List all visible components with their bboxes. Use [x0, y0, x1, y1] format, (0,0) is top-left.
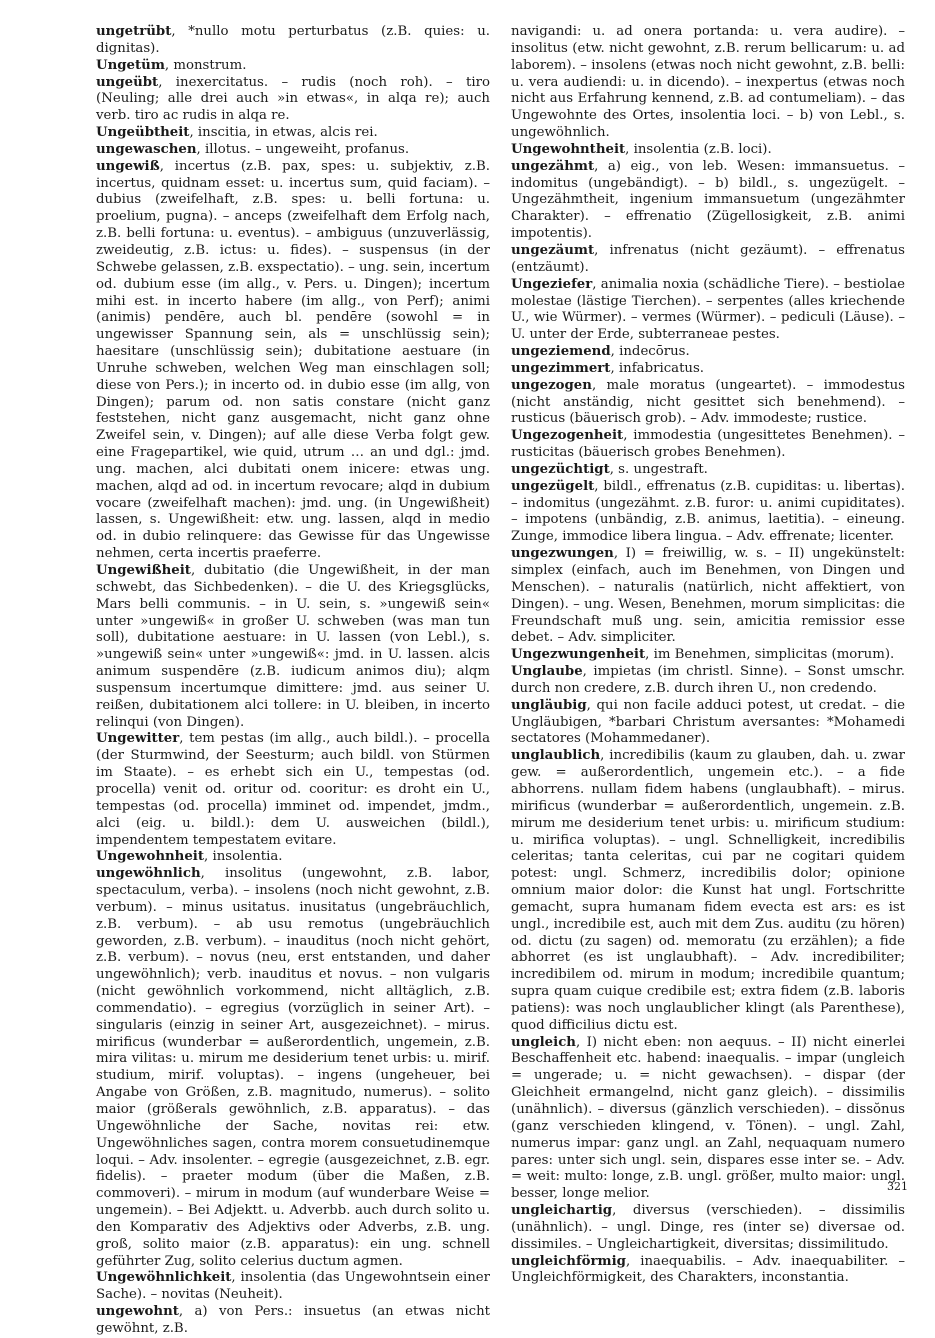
- dictionary-entry: [511, 378, 905, 429]
- entry-body: navigandi: u. ad onera portanda: u. vera audire). – insolitus (etw. nicht gewohnt, z.B. rerum bellicarum: u. ad laborem). – insolens (etwas noch nicht gewohnt, z.B. belli: u. vera audiendi: u. in dicendo). – inexpertus (etwas noch nicht aus Erfahrung kennend, z.B. ad contumeliam). – das Ungewohnte des Ortes, insolentia loci. – b) von Lebl., s. ungewöhnlich.: [511, 24, 905, 141]
- entry-body: , infabricatus.: [610, 360, 705, 376]
- entry-body: , inscitia, in etwas, alcis rei.: [189, 125, 378, 141]
- entry-body: , male moratus (ungeartet). – immodestus (nicht anständig, nicht gesittet sich benehmend). – rusticus (bäuerisch grob). – Adv. immodeste; rustice.: [511, 377, 905, 427]
- entry-body: , inexercitatus. – rudis (noch roh). – tiro (Neuling; alle drei auch »in etwas«, in alqa re); auch verb. tiro ac rudis in alqa re.: [96, 74, 490, 124]
- entry-headword: ungleichartig: [511, 1203, 613, 1219]
- dictionary-entry: [511, 698, 905, 749]
- right-column: [511, 24, 905, 1287]
- entry-body: , insolentia.: [204, 849, 283, 865]
- dictionary-entry: [511, 361, 905, 378]
- entry-headword: ungewohnt: [96, 1304, 179, 1320]
- entry-body: , indecōrus.: [610, 344, 690, 360]
- left-column: [96, 24, 490, 1338]
- entry-headword: Unglaube: [511, 664, 583, 680]
- entry-headword: ungezwungen: [511, 546, 614, 562]
- entry-headword: Ungewißheit: [96, 563, 191, 578]
- entry-headword: ungeziemend: [511, 344, 611, 360]
- dictionary-entry: [96, 75, 490, 126]
- dictionary-entry: [511, 647, 905, 664]
- entry-headword: Ungewohnheit: [96, 849, 204, 865]
- entry-body: , *nullo motu perturbatus (z.B. quies: u. dignitas).: [96, 24, 490, 56]
- dictionary-entry: [511, 159, 905, 243]
- entry-body: , I) = freiwillig, w. s. – II) ungekünstelt: simplex (einfach, auch im Benehmen, von Dingen und Menschen). – naturalis (natürlich, nicht affektiert, von Dingen). – ung. Wesen, Benehmen, morum simplicitas: die Freundschaft muß ung. sein, amicitia remissior esse debet. – Adv. simpliciter.: [511, 546, 905, 646]
- entry-body: , qui non facile adduci potest, ut credat. – die Ungläubigen, *barbari Christum aversantes: *Mohamedi sectatores (Mohammedaner).: [511, 697, 905, 747]
- entry-headword: Ungewohntheit: [511, 141, 626, 157]
- entry-headword: Ungetüm: [96, 57, 165, 73]
- dictionary-entry: [96, 1270, 490, 1304]
- entry-headword: ungleich: [511, 1034, 576, 1050]
- entry-headword: Ungezogenheit: [511, 428, 624, 444]
- entry-body: , infrenatus (nicht gezäumt). – effrenatus (entzäumt).: [511, 242, 905, 275]
- entry-body: , animalia noxia (schädliche Tiere). – bestiolae molestae (lästige Tierchen). – serpentes (alles kriechende U., wie Würmer). – vermes (Würmer). – pediculi (Läuse). – U. unter der Erde, subterraneae pestes.: [511, 276, 905, 343]
- dictionary-entry: [511, 479, 905, 546]
- entry-body: , diversus (verschieden). – dissimilis (unähnlich). – ungl. Dinge, res (inter se) diversae od. dissimiles. – Ungleichartigkeit, diversitas; dissimilitudo.: [511, 1203, 905, 1252]
- dictionary-entry: [511, 243, 905, 277]
- entry-body: , immodestia (ungesittetes Benehmen). – rusticitas (bäuerisch grobes Benehmen).: [511, 428, 905, 461]
- entry-headword: ungetrübt: [96, 24, 172, 39]
- dictionary-entry: [511, 462, 905, 479]
- dictionary-entry: [96, 142, 490, 159]
- page-number: 321: [887, 1180, 908, 1193]
- entry-body: , inaequabilis. – Adv. inaequabiliter. – Ungleichförmigkeit, des Charakters, inconstantia.: [511, 1253, 905, 1286]
- dictionary-entry: [511, 344, 905, 361]
- entry-headword: ungewiß: [96, 158, 160, 174]
- entry-headword: Ungewitter: [96, 731, 180, 747]
- entry-body: , incertus (z.B. pax, spes: u. subjektiv, z.B. incertus, quidnam esset: u. incertus sum, quid faciam). – dubius (zweifelhaft, z.B. spes: u. belli fortuna: u. proelium, pugna). – anceps (zweifelhaft dem Erfolg nach, z.B. belli fortuna: u. eventus). – ambiguus (unzuverlässig, zweideutig, z.B. ictus: u. fides). – suspensus (in der Schwebe gelassen, z.B. exspectatio). – ung. sein, incertum od. dubium esse (im allg., v. Pers. u. Dingen); incertum mihi est. in incerto habere (im allg., von Perf); animi (animis) pendēre, auch bl. pendēre (sowohl = in ungewisser Spannung sein, als = unschlüssig sein); haesitare (unschlüssig sein); dubitatione aestuare (in Unruhe schweben, welchen Weg man einschlagen soll; diese von Pers.); in incerto od. in dubio esse (im allg, von Dingen); parum od. non satis constare (nicht ganz feststehen, nicht ganz ausgemacht, nicht ganz ohne Zweifel sein, v. Dingen); auf alle diese Verba folgt gew. eine Fragepartikel, wie quid, utrum … an und dgl.: jmd. ung. machen, alci dubitati onem inicere: etwas ung. machen, alqd ad od. in incertum revocare; alqd in dubium vocare (zweifelhaft machen): jmd. ung. (in Ungewißheit) lassen, s. Ungewißheit: etw. ung. lassen, alqd in medio od. in dubio relinquere: das Gewisse für das Ungewisse nehmen, certa incertis praeferre.: [96, 158, 490, 562]
- dictionary-entry: [96, 125, 490, 142]
- entry-headword: ungewöhnlich: [96, 866, 201, 882]
- dictionary-entry: [511, 1254, 905, 1288]
- dictionary-entry: [96, 159, 490, 563]
- entry-body: , insolitus (ungewohnt, z.B. labor, spectaculum, verba). – insolens (noch nicht gewohnt, z.B. verbum). – minus usitatus. inusitatus (ungebräuchlich, z.B. verbum). – ab usu remotus (ungebräuchlich geworden, z.B. verbum). – inauditus (noch nicht gehört, z.B. verbum). – novus (neu, erst entstanden, und daher ungewöhnlich); verb. inauditus et novus. – non vulgaris (nicht gewöhnlich vorkommend, nicht alltäglich, z.B. commendatio). – egregius (vorzüglich in seiner Art). – singularis (einzig in seiner Art, ausgezeichnet). – mirus. mirificus (wunderbar = außerordentlich, ungemein, z.B. mira vilitas: u. mirum me desiderium tenet urbis: u. mirif. studium, mirif. voluptas). – ingens (ungeheuer, bei Angabe von Größen, z.B. magnitudo, numerus). – solito maior (größerals gewöhnlich, z.B. apparatus). – das Ungewöhnliche der Sache, novitas rei: etw. Ungewöhnliches sagen, contra morem consuetudinemque loqui. – Adv. insolenter. – egregie (ausgezeichnet, z.B. egr. fidelis). – praeter modum (über die Maßen, z.B. commoveri). – mirum in modum (auf wunderbare Weise = ungemein). – Bei Adjektt. u. Adverbb. auch durch solito u. den Komparativ des Adjektivs oder Adverbs, z.B. ung. groß, solito maior (z.B. apparatus): ein ung. schnell geführter Zug, solito celerius ductum agmen.: [96, 866, 490, 1269]
- dictionary-entry: [511, 24, 905, 142]
- entry-body: , insolentia (z.B. loci).: [625, 141, 772, 157]
- entry-body: , insolentia (das Ungewohntsein einer Sache). – novitas (Neuheit).: [96, 1270, 490, 1303]
- entry-headword: ungewaschen: [96, 141, 197, 157]
- entry-headword: Ungeübtheit: [96, 125, 190, 141]
- dictionary-entry: [511, 664, 905, 698]
- dictionary-entry: [511, 1203, 905, 1254]
- entry-body: , dubitatio (die Ungewißheit, in der man schwebt, das Sichbedenken). – die U. des Kriegsglücks, Mars belli communis. – in U. sein, s. »ungewiß sein« unter »ungewiß« in großer U. schweben (was man tun soll), dubitatione aestuare: in U. lassen (von Lebl.), s. »ungewiß sein« unter »ungewiß«: jmd. in U. lassen. alcis animum suspendēre (z.B. iudicum animos diu); alqm suspensum incertumque dimittere: jmd. aus seiner U. reißen, dubitationem alci tollere: in U. bleiben, in incerto relinqui (von Dingen).: [96, 563, 490, 730]
- entry-headword: ungezähmt: [511, 158, 595, 174]
- dictionary-entry: [511, 748, 905, 1034]
- entry-headword: ungläubig: [511, 697, 587, 713]
- dictionary-entry: [96, 731, 490, 849]
- entry-body: , a) eig., von leb. Wesen: immansuetus. – indomitus (ungebändigt). – b) bildl., s. ungezügelt. – Ungezähmtheit, ingenium immansuetum (ungezähmter Charakter). – effrenatio (Zügellosigkeit, z.B. animi impotentis).: [511, 158, 905, 242]
- entry-body: , I) nicht eben: non aequus. – II) nicht einerlei Beschaffenheit etc. habend: inaequalis. – impar (ungleich = ungerade; u. = nicht gewachsen). – dispar (der Gleichheit ermangelnd, nicht ganz gleich). – dissimilis (unähnlich). – diversus (gänzlich verschieden). – dissŏnus (ganz verschieden klingend, v. Tönen). – ungl. Zahl, numerus impar: ganz ungl. an Zahl, nequaquam numero pares: unter sich ungl. sein, dispares esse inter se. – Adv. = weit: multo: longe, z.B. ungl. größer, multo maior: ungl. besser, longe melior.: [511, 1034, 905, 1202]
- entry-headword: ungezügelt: [511, 478, 595, 494]
- entry-body: , bildl., effrenatus (z.B. cupiditas: u. libertas). – indomitus (ungezähmt. z.B. furor: u. animi cupiditates). – impotens (unbändig, z.B. animus, laetitia). – eineung. Zunge, immodice libera lingua. – Adv. effrenate; licenter.: [511, 478, 905, 545]
- entry-headword: Ungewöhnlichkeit: [96, 1270, 232, 1286]
- entry-body: , monstrum.: [164, 57, 247, 73]
- dictionary-entry: [96, 1304, 490, 1338]
- dictionary-entry: [511, 428, 905, 462]
- dictionary-entry: [96, 563, 490, 731]
- dictionary-entry: [511, 142, 905, 159]
- dictionary-entry: [511, 546, 905, 647]
- entry-headword: ungeübt: [96, 74, 159, 90]
- entry-headword: Ungezwungenheit: [511, 647, 646, 663]
- entry-body: , incredibilis (kaum zu glauben, dah. u. zwar gew. = außerordentlich, ungemein etc.). – a fide abhorrens. nullam fidem habens (unglaubhaft). – mirus. mirificus (wunderbar = außerordentlich, ungemein. z.B. mirum me desiderium tenet urbis: u. mirificum studium: u. mirifica voluptas). – ungl. Schnelligkeit, incredibilis celeritas; tanta celeritas, cui par ne cogitari quidem potest: ungl. Schmerz, incredibilis dolor; opinione omnium maior dolor: die Kunst hat ungl. Fortschritte gemacht, supra humanam fidem evecta est ars: es ist ungl., incredibile est, auch mit dem Zus. auditu (zu hören) od. dictu (zu sagen) od. memoratu (zu erzählen); a fide abhorret (es ist unglaubhaft). – Adv. incredibiliter; incredibilem od. mirum in modum; incredibile quantum; supra quam cuique credibile est; extra fidem (z.B. laboris patiens): was noch unglaublicher klingt (als Parenthese), quod difficilius dictu est.: [511, 748, 905, 1033]
- dictionary-entry: [511, 1035, 905, 1203]
- entry-body: , im Benehmen, simplicitas (morum).: [645, 647, 895, 663]
- dictionary-entry: [96, 849, 490, 866]
- dictionary-entry: [96, 58, 490, 75]
- entry-headword: unglaublich: [511, 748, 601, 764]
- entry-headword: Ungeziefer: [511, 276, 593, 292]
- dictionary-entry: [511, 277, 905, 344]
- entry-body: , s. ungestraft.: [609, 461, 708, 477]
- entry-headword: ungezogen: [511, 377, 592, 393]
- entry-body: , impietas (im christl. Sinne). – Sonst umschr. durch non credere, z.B. durch ihren U., non credendo.: [511, 664, 905, 696]
- entry-headword: ungezimmert: [511, 360, 611, 376]
- entry-body: , tem pestas (im allg., auch bildl.). – procella (der Sturmwind, der Seesturm; auch bildl. von Stürmen im Staate). – es erhebt sich ein U., tempestas (od. procella) venit od. oritur od. cooritur: es droht ein U., tempestas (od. procella) imminet od. impendet, jmdm., alci (eig. u. bildl.): dem U. ausweichen (bildl.), impendentem tempestatem evitare.: [96, 731, 490, 848]
- entry-body: , a) von Pers.: insuetus (an etwas nicht gewöhnt, z.B.: [96, 1304, 490, 1336]
- entry-headword: ungleichförmig: [511, 1253, 626, 1269]
- entry-body: , illotus. – ungeweiht, profanus.: [196, 141, 410, 157]
- dictionary-entry: [96, 24, 490, 58]
- entry-headword: ungezüchtigt: [511, 461, 610, 477]
- entry-headword: ungezäumt: [511, 242, 595, 258]
